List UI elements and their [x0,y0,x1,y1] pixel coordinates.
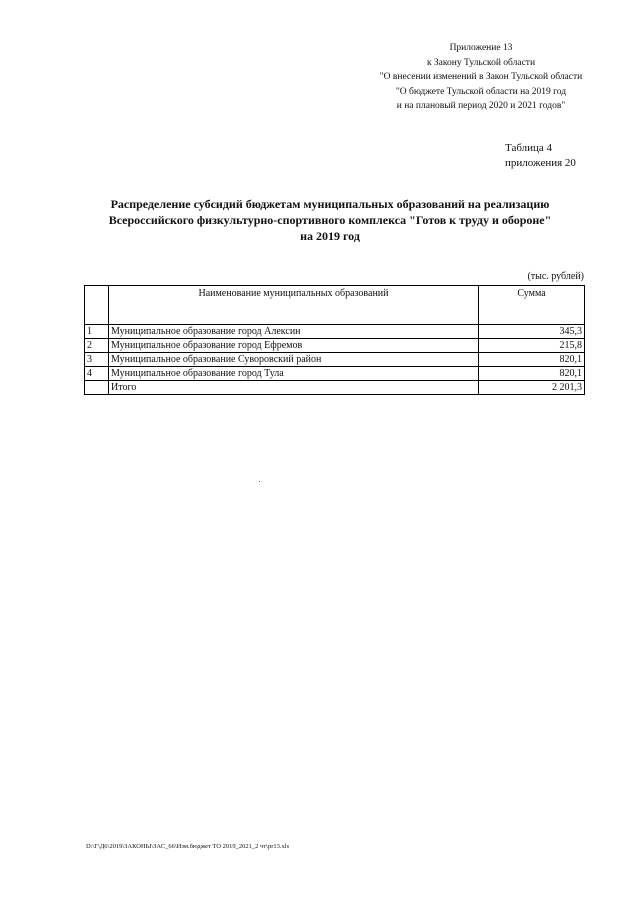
document-title-line: на 2019 год [300,229,360,243]
appendix-header-line: "О бюджете Тульской области на 2019 год [395,86,567,97]
file-path-footer: D:\Г\Д6\2019\ЗАКОНЫ\ЗАС_66\Изм.бюджет ТО 2019_2021_2 чт\pr13.xls [86,843,290,850]
row-sum: 345,3 [479,325,585,339]
appendix-header-line: Приложение 13 [449,43,513,53]
table-reference-number: Таблица 4 [505,142,553,154]
row-sum: 215,8 [479,339,585,353]
appendix-header-line: "О внесении изменений в Закон Тульской области [379,72,583,82]
table-row [85,353,585,367]
appendix-header [362,41,600,114]
total-label: Итого [109,381,479,395]
scan-speck [259,481,260,482]
row-municipality: Муниципальное образование Суворовский район [109,353,479,367]
row-sum: 820,1 [479,367,585,381]
row-sum: 820,1 [479,353,585,367]
table-row [85,367,585,381]
header-municipality: Наименование муниципальных образований [109,286,479,325]
row-municipality: Муниципальное образование город Алексин [109,325,479,339]
total-number [85,381,109,395]
row-municipality: Муниципальное образование город Ефремов [109,339,479,353]
row-number: 1 [85,325,109,339]
table-header-row [85,286,585,325]
row-number: 4 [85,367,109,381]
row-number: 3 [85,353,109,367]
document-title-line: Всероссийского физкультурно-спортивного комплекса "Готов к труду и обороне" [108,213,552,227]
header-number [85,286,109,325]
row-municipality: Муниципальное образование город Тула [109,367,479,381]
units-label: (тыс. рублей) [527,271,584,282]
table-total-row [85,381,585,395]
table-row [85,339,585,353]
document-title [70,196,590,244]
appendix-header-line: и на плановый период 2020 и 2021 годов" [396,101,566,111]
table-reference-appendix: приложения 20 [505,157,576,169]
table-row [85,325,585,339]
total-sum: 2 201,3 [479,381,585,395]
subsidy-table [84,285,585,395]
header-sum: Сумма [479,286,585,325]
appendix-header-line: к Закону Тульской области [426,57,536,68]
document-title-line: Распределение субсидий бюджетам муниципальных образований на реализацию [110,197,550,211]
table-reference [505,141,595,171]
row-number: 2 [85,339,109,353]
